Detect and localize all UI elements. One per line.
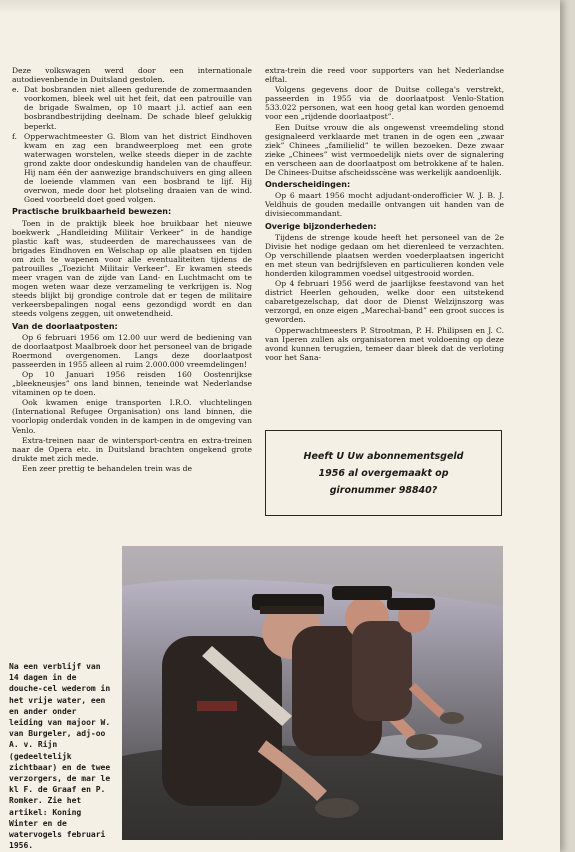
- section-paragraph: Tijdens de strenge koude heeft het personeel van de 2e Divisie het nodige gedaan om het dierenleed te verzachten. Op verschillende plaatsen werden voederplaatsen ingericht en met steun van bedrijfsleven en particulieren konden vele honderden kilogrammen voedsel uitgestrooid worden.: [265, 232, 504, 278]
- section-heading-overige: Overige bijzonderheden:: [265, 221, 377, 231]
- section-paragraph: Op 6 februari 1956 om 12.00 uur werd de bediening van de doorlaatpost Maalbroek door het personeel van de brigade Roermond overgenomen. Langs deze doorlaatpost passeerden in 1955 alleen al ruim 2.000.000 vreemdelingen!: [12, 332, 252, 369]
- list-text: Dat bosbranden niet alleen gedurende de zomermaanden voorkomen, bleek wel uit het feit, dat een patrouille van de brigade Swalmen, op 10 maart j.l. actief aan een bosbrandbestrijding deelnam. De schade bleef gelukkig beperkt.: [24, 85, 252, 131]
- section-paragraph: Ook kwamen enige transporten I.R.O. vluchtelingen (International Refugee Organisation) ons land binnen, die voorlopig onderdak vonden in de kampen in de omgeving van Venlo.: [12, 398, 252, 435]
- section-paragraph: Een Duitse vrouw die als ongewenst vreemdeling stond gesignaleerd verklaarde met tranen in de ogen een „zwaar ziek” Chinees „familielid” te willen bezoeken. Deze zwaar zieke „Chinees” wist vermoedelijk niets over de signalering en verscheen aan de doorlaatpost om betrokkene af te halen. De Chinees-Duitse afscheidsscène was werkelijk aandoenlijk.: [265, 122, 504, 178]
- section-paragraph: Opperwachtmeesters P. Strootman, P. H. Philipsen en J. C. van Iperen zullen als organisatoren met voldoening op deze avond kunnen terugzien, temeer daar bleek dat de verloting voor het Sana-: [265, 325, 504, 362]
- photo-soldiers-releasing-birds: [122, 546, 503, 840]
- section-paragraph: Op 6 maart 1956 mocht adjudant-onderofficier W. J. B. J. Veldhuis de gouden medaille ontvangen uit handen van de divisiecommandant.: [265, 191, 504, 219]
- section-heading-doorlaatposten: Van de doorlaatposten:: [12, 321, 118, 331]
- notice-line: gironummer 98840?: [329, 484, 438, 496]
- right-column: [265, 66, 504, 363]
- notice-line: 1956 al overgemaakt op: [318, 467, 449, 479]
- left-intro: Deze volkswagen werd door een internationale autodievenbende in Duitsland gestolen.: [12, 66, 252, 85]
- section-paragraph: Toen in de praktijk bleek hoe bruikbaar het nieuwe boekwerk „Handleiding Militair Verkeer” in de handige plastic kaft was, studeerden de marechaussees van de brigades Eindhoven en Welschap op alle plaatsen en tijden om zich te wapenen voor alle eventualiteiten tijdens de patrouilles „Toezicht Militair Verkeer”. Er kwamen steeds meer vragen van de zijde van Land- en Luchtmacht om te mogen weten waar deze verzameling te verkrijgen is. Nog steeds blijkt bij grondige controle dat er tegen de militaire verkeersbepalingen nogal eens gezondigd wordt en dan steeds volgens zeggen, uit onwetendheid.: [12, 218, 252, 319]
- section-paragraph: Een zeer prettig te behandelen trein was de: [22, 463, 192, 473]
- section-paragraph: Op 10 Januari 1956 reisden 160 Oostenrijkse „bleekneusjes” ons land binnen, teneinde wat Nederlandse vitaminen op te doen.: [12, 370, 252, 398]
- list-marker: e.: [12, 85, 19, 95]
- list-marker: f.: [12, 131, 17, 141]
- photo-caption: Na een verblijf van 14 dagen in de douche-cel wederom in het vrije water, een en ander onder leiding van majoor W. van Burgeler, adj-oo A. v. Rijn (gedeeltelijk zichtbaar) en de twee verzorgers, de mar le kl F. de Graaf en P. Romker. Zie het artikel: Koning Winter en de watervogels februari 1956.: [9, 662, 111, 851]
- list-text: Opperwachtmeester G. Blom van het district Eindhoven kwam en zag een brandweerploeg met een grote waterwagen worstelen, welke steeds dieper in de zachte grond zakte door ondeskundig handelen van de chauffeur. Hij nam één der aanwezige brandschuivers en ging alleen de loeiende vlammen van een bosbrand te lijf. Hij overwon, mede door het plotseling draaien van de wind. Goed voorbeeld doet goed volgen.: [24, 131, 252, 205]
- notice-line: Heeft U Uw abonnementsgeld: [303, 450, 464, 462]
- section-paragraph: Op 4 februari 1956 werd de jaarlijkse feestavond van het district Heerlen gehouden, welke door een uitstekend cabaretgezelschap, dat door de Dienst Welzijnszorg was verzorgd, en onze eigen „Marechal-band” een groot succes is geworden.: [265, 279, 504, 325]
- right-intro: extra-trein die reed voor supporters van het Nederlandse elftal.: [265, 66, 504, 85]
- left-column: [12, 66, 252, 474]
- list-item-f: [12, 132, 252, 205]
- subscription-notice-box: [265, 430, 502, 516]
- section-paragraph: Extra-treinen naar de wintersport-centra en extra-treinen naar de Opera etc. in Duitsland brachten ongekend grote drukte met zich mede.: [12, 435, 252, 463]
- section-heading-onderscheidingen: Onderscheidingen:: [265, 180, 351, 190]
- section-paragraph: Volgens gegevens door de Duitse collega's verstrekt, passeerden in 1955 via de doorlaatpost Venlo-Station 533.022 personen, wat een hoog getal kan worden genoemd voor een „rijdende doorlaatpost”.: [265, 85, 504, 122]
- photo-illustration: [122, 546, 503, 840]
- page-fold-shadow: [0, 0, 560, 14]
- list-item-e: [12, 85, 252, 130]
- section-heading-practische: Practische bruikbaarheid bewezen:: [12, 207, 172, 217]
